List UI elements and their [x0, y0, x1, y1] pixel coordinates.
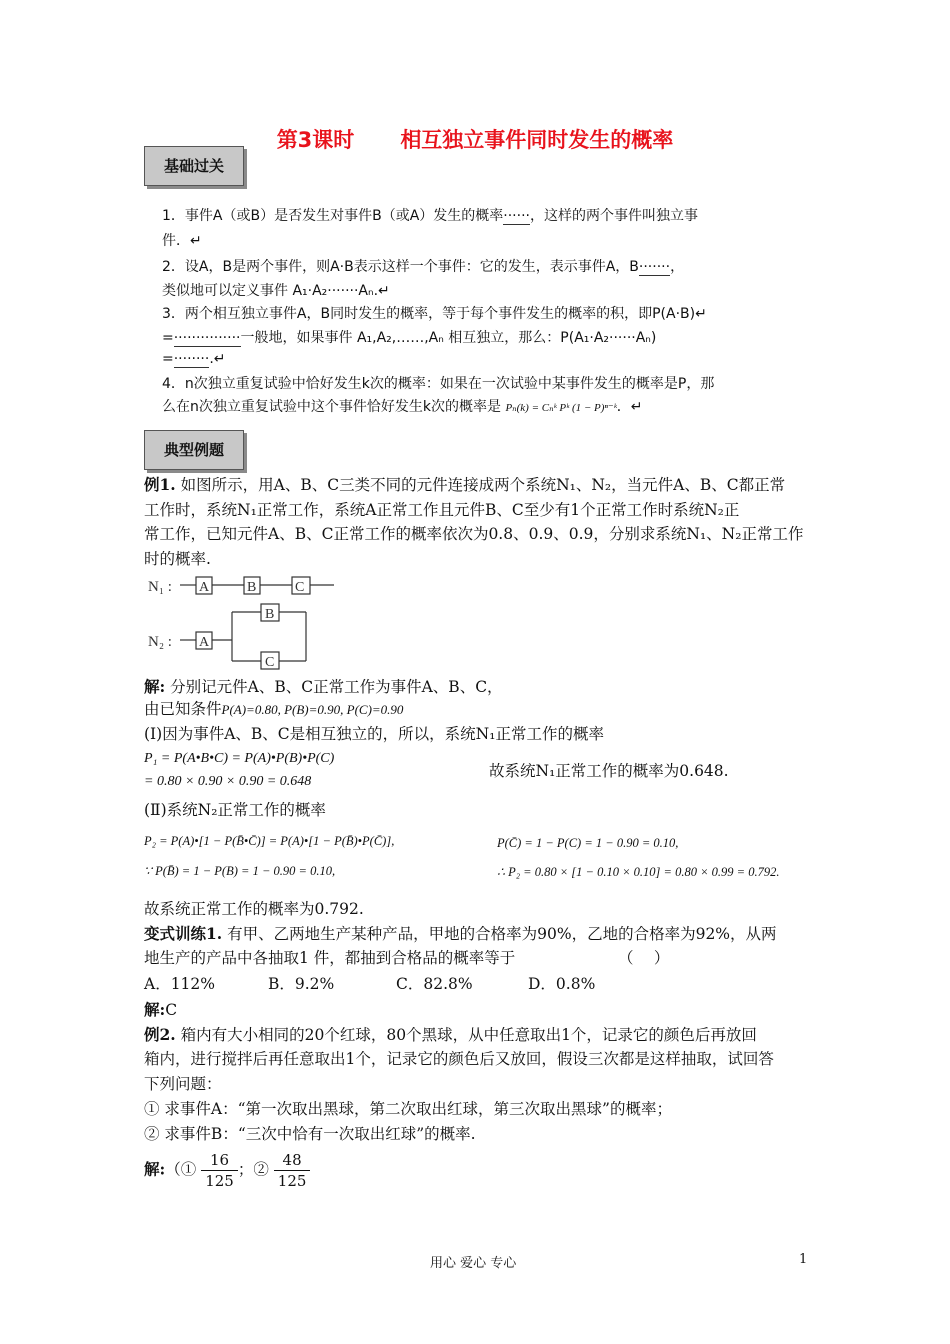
footer-motto: 用心 爱心 专心	[430, 1256, 517, 1271]
item2-comma: ，	[670, 259, 685, 275]
item1-text: 1．事件A（或B）是否发生对事件B（或A）发生的概率	[162, 208, 504, 224]
n1-label-c: C	[295, 580, 305, 595]
n2-label-c: C	[265, 655, 275, 670]
drill1-answer-label: 解:	[144, 1000, 166, 1019]
solution1-given: 由已知条件	[144, 700, 222, 718]
pc-complement: P(C̄) = 1 − P(C) = 1 − 0.90 = 0.10,	[497, 836, 679, 850]
fraction-answer-1	[201, 1150, 238, 1191]
example1-text-1: 如图所示，用A、B、C三类不同的元件连接成两个系统N₁、N₂，当元件A、B、C都正常	[180, 476, 786, 494]
solution1-line1	[144, 675, 503, 699]
n1-label: N₁ :	[148, 579, 172, 595]
pb-complement: ∵ P(B̄) = 1 − P(B) = 1 − 0.90 = 0.10,	[144, 864, 336, 878]
item3-blank-2: ········	[173, 351, 210, 367]
drill1-label: 变式训练1.	[144, 924, 223, 943]
p1-result: = 0.80 × 0.90 × 0.90 = 0.648	[144, 774, 312, 789]
p2-result: ∴ P₂ = 0.80 × [1 − 0.10 × 0.10] = 0.80 × 0.99 = 0.792.	[497, 865, 780, 879]
example1-line4: 时的概率.	[144, 550, 211, 568]
fraction-1-denominator: 125	[205, 1172, 234, 1190]
basics-item-2-cont: 类似地可以定义事件 A₁·A₂·······Aₙ.↵	[162, 283, 390, 299]
drill1-option-c: C．82.8%	[396, 975, 473, 993]
basics-item-1	[162, 205, 698, 225]
fraction-2-denominator: 125	[277, 1172, 307, 1190]
basics-item-1-cont: 件．↵	[162, 233, 202, 249]
solution1-line6: (Ⅱ)系统N₂正常工作的概率	[144, 801, 326, 819]
p1-conclusion: 故系统N₁正常工作的概率为0.648.	[489, 762, 729, 780]
drill1-option-a: A．112%	[144, 975, 216, 993]
n1-label-a: A	[199, 580, 210, 595]
item3-end-mark: .↵	[209, 351, 226, 367]
equals-sign-2: =	[162, 351, 174, 367]
drill1-text-2: 地生产的产品中各抽取1 件，都抽到合格品的概率等于	[144, 949, 516, 967]
example1-line1	[144, 473, 785, 497]
lesson-number: 第3课时	[276, 128, 355, 152]
p2-formula: P₂ = P(A)•[1 − P(B̄•C̄)] = P(A)•[1 − P(B̄)•P(C̄)],	[144, 834, 395, 848]
example2-text-1: 箱内有大小相同的20个红球，80个黑球，从中任意取出1个，记录它的颜色后再放回	[180, 1026, 757, 1044]
equals-sign: =	[162, 330, 174, 346]
drill1-line2	[144, 946, 515, 970]
solution1-label: 解:	[144, 677, 166, 696]
basics-item-3: 3．两个相互独立事件A，B同时发生的概率，等于每个事件发生的概率的积，即P(A·B)↵	[162, 306, 707, 322]
example2-solution	[144, 1150, 310, 1191]
basics-item-3-end	[162, 351, 226, 368]
section-header-examples: 典型例题	[144, 430, 244, 470]
section-header-basics: 基础过关	[144, 146, 244, 186]
solution1-line2	[144, 697, 403, 722]
drill1-option-d: D．0.8%	[528, 975, 596, 993]
example2-question-2: ② 求事件B：“三次中恰有一次取出红球”的概率.	[144, 1125, 476, 1143]
basics-item-3-cont	[162, 327, 656, 347]
drill1-answer	[144, 998, 177, 1022]
basics-item-4-cont	[162, 396, 643, 416]
example1-label: 例1.	[144, 475, 176, 494]
page-title	[0, 124, 950, 154]
item4-end-mark: ．↵	[616, 399, 643, 415]
item3-general-text: 一般地，如果事件 A₁,A₂,……,Aₙ 相互独立，那么：P(A₁·A₂······Aₙ)	[240, 330, 657, 346]
solution-prefix: （①	[165, 1160, 197, 1179]
drill1-answer-value: C	[165, 1001, 178, 1019]
drill1-text-1: 有甲、乙两地生产某种产品，甲地的合格率为90%，乙地的合格率为92%，从两	[227, 925, 777, 943]
item4-text: 么在n次独立重复试验中这个事件恰好发生k次的概率是	[162, 399, 501, 415]
example2-label: 例2.	[144, 1025, 176, 1044]
basics-item-4: 4．n次独立重复试验中恰好发生k次的概率：如果在一次试验中某事件发生的概率是P，那	[162, 376, 715, 392]
circuit-diagram	[144, 570, 354, 670]
example2-solution-label: 解:	[144, 1159, 166, 1179]
n2-label-b: B	[265, 607, 275, 622]
item1-blank: ······	[503, 208, 530, 224]
drill1-answer-paren: （ ）	[618, 949, 670, 967]
page-number: 1	[799, 1252, 808, 1267]
solution1-conclusion: 故系统正常工作的概率为0.792.	[144, 900, 364, 918]
solution1-line3: (Ⅰ)因为事件A、B、C是相互独立的，所以，系统N₁正常工作的概率	[144, 725, 604, 743]
item3-blank: ···············	[173, 330, 241, 346]
example1-line3: 常工作，已知元件A、B、C正常工作的概率依次为0.8、0.9、0.9，分别求系统N₁、N₂正常工作	[144, 525, 804, 543]
given-probabilities: P(A)=0.80, P(B)=0.90, P(C)=0.90	[221, 702, 404, 717]
p1-formula: P₁ = P(A•B•C) = P(A)•P(B)•P(C)	[144, 751, 335, 766]
example2-line3: 下列问题：	[144, 1075, 222, 1093]
example1-line2: 工作时，系统N₁正常工作，系统A正常工作且元件B、C至少有1个正常工作时系统N₂正	[144, 501, 740, 519]
fraction-1-numerator: 16	[201, 1150, 238, 1171]
example2-line1	[144, 1023, 757, 1047]
fraction-2-numerator: 48	[274, 1150, 311, 1171]
item2-text: 2．设A，B是两个事件，则A·B表示这样一个事件：它的发生，表示事件A，B	[162, 259, 639, 275]
n2-label: N₂ :	[148, 634, 172, 650]
fraction-answer-2	[274, 1150, 311, 1191]
drill1-line1	[144, 922, 777, 946]
basics-item-2	[162, 256, 684, 276]
drill1-option-b: B．9.2%	[268, 975, 335, 993]
binomial-formula: Pₙ(k) = Cₙᵏ Pᵏ (1 − P)ⁿ⁻ᵏ	[505, 402, 617, 414]
item1-text-end: ，这样的两个事件叫独立事	[529, 208, 698, 224]
solution-separator: ；②	[237, 1160, 269, 1179]
n2-label-a: A	[199, 635, 210, 650]
example2-line2: 箱内，进行搅拌后再任意取出1个，记录它的颜色后又放回，假设三次都是这样抽取，试回答	[144, 1050, 774, 1068]
lesson-topic: 相互独立事件同时发生的概率	[400, 128, 674, 152]
n1-label-b: B	[247, 580, 257, 595]
item2-blank: ·······	[638, 259, 671, 275]
example2-question-1: ① 求事件A：“第一次取出黑球，第二次取出红球，第三次取出黑球”的概率；	[144, 1100, 672, 1118]
solution1-text-1: 分别记元件A、B、C正常工作为事件A、B、C，	[170, 678, 503, 696]
